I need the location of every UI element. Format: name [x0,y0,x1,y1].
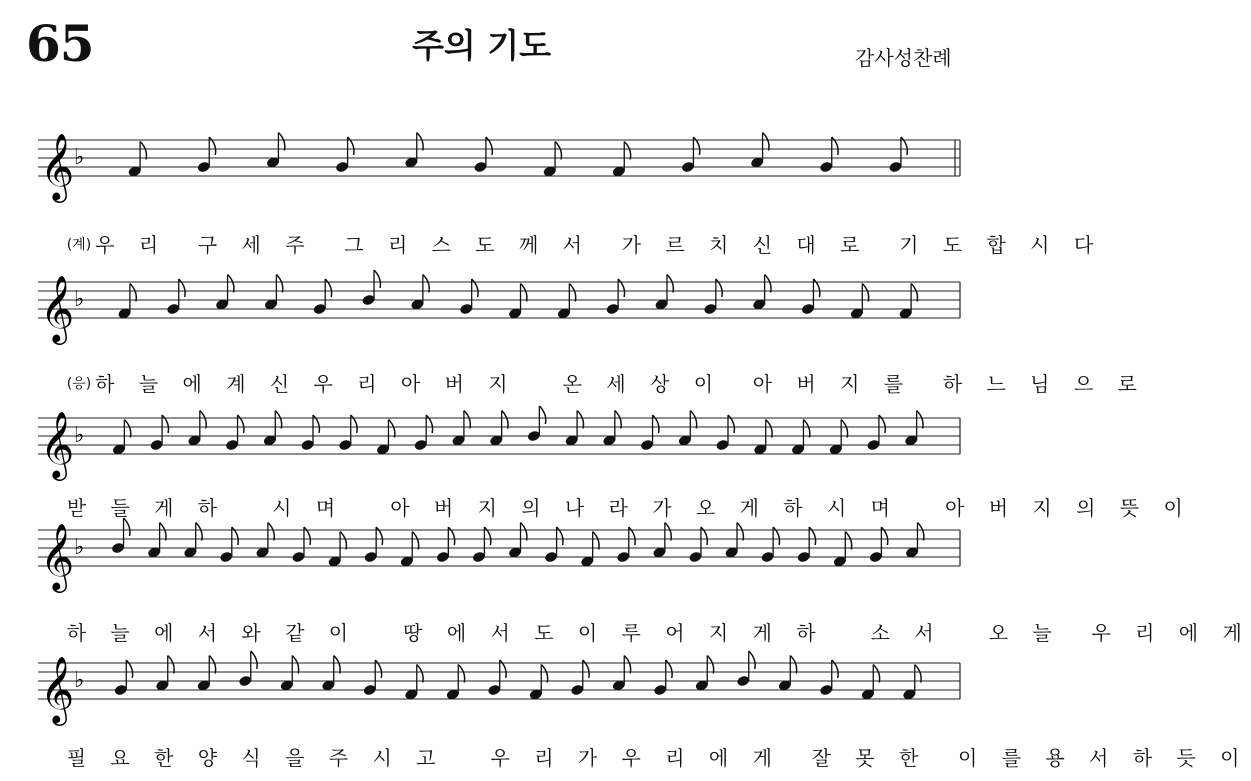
flat-key-signature-icon: ♭ [74,668,85,693]
note-flag [555,142,561,160]
staff-system-5 [0,643,1024,723]
treble-clef-icon: 𝄞 [40,410,75,478]
staff-system-3 [0,398,1024,478]
treble-clef-icon: 𝄞 [40,522,75,590]
note-flag [464,411,470,429]
lyric-text: 하 늘 에 계 신 우 리 아 버 지 온 세 상 이 아 버 지 를 하 느 님 으 로 [95,372,1146,396]
note-flag [276,275,282,293]
note-flag [845,532,851,550]
note-flag [423,275,429,293]
note-flag [417,133,423,151]
hymn-number: 65 [26,14,94,73]
treble-clef-icon: 𝄞 [40,132,75,200]
note-flag [124,420,130,438]
flat-key-signature-icon: ♭ [74,287,85,312]
note-flag [749,651,755,669]
lyric-line-2 [54,344,1146,396]
note-flag [521,523,527,541]
flat-key-signature-icon: ♭ [74,145,85,170]
note-flag [665,523,671,541]
note-flag [140,142,146,160]
note-flag [268,523,274,541]
note-flag [124,518,130,536]
note-flag [624,142,630,160]
lyric-line-1 [54,205,1103,257]
hymn-category: 감사성찬례 [855,46,952,70]
note-flag [841,420,847,438]
note-flag [690,411,696,429]
note-flag [200,411,206,429]
note-flag [593,532,599,550]
lyric-line-3 [54,468,1192,520]
lyric-line-5 [54,718,1249,770]
note-flag [873,665,879,683]
note-flag [577,411,583,429]
note-flag [334,656,340,674]
lyric-text: 받 들 게 하 시 며 아 버 지 의 나 라 가 오 게 하 시 며 아 버 지 의 뜻 이 [66,496,1192,520]
note-flag [292,656,298,674]
note-flag [458,665,464,683]
note-flag [539,406,545,424]
lyric-text: 하 늘 에 서 와 같 이 땅 에 서 도 이 루 어 지 게 하 소 서 오 늘 우 리 에 게 [66,621,1251,645]
note-flag [228,275,234,293]
note-flag [521,284,527,302]
note-flag [803,420,809,438]
note-flag [417,665,423,683]
note-flag [412,532,418,550]
staff-system-4 [0,510,1024,590]
note-flag [388,420,394,438]
note-flag [251,651,257,669]
note-flag [569,284,575,302]
note-flag [340,532,346,550]
note-flag [766,420,772,438]
note-flag [541,665,547,683]
lyric-text: 우 리 구 세 주 그 리 스 도 께 서 가 르 치 신 대 로 기 도 합 시 다 [95,233,1103,257]
note-flag [278,133,284,151]
note-flag [196,523,202,541]
note-flag [130,284,136,302]
hymn-title: 주의 기도 [412,26,552,65]
note-flag [737,523,743,541]
note-flag [502,411,508,429]
note-flag [707,656,713,674]
flat-key-signature-icon: ♭ [74,535,85,560]
note-flag [917,411,923,429]
note-flag [275,411,281,429]
lyric-line-4 [54,593,1251,645]
note-flag [615,411,621,429]
note-flag [624,656,630,674]
note-flag [765,275,771,293]
note-flag [915,665,921,683]
note-flag [374,270,380,288]
note-flag [917,523,923,541]
note-flag [209,656,215,674]
lyric-text: 필 요 한 양 식 을 주 시 고 우 리 가 우 리 에 게 잘 못 한 이 를 용 서 하 듯 이 [66,746,1249,770]
note-flag [160,523,166,541]
staff-system-1 [0,120,1024,200]
note-flag [862,284,868,302]
treble-clef-icon: 𝄞 [40,274,75,342]
note-flag [168,656,174,674]
note-flag [790,656,796,674]
note-flag [667,275,673,293]
cantor-marker: (계) [66,237,92,253]
note-flag [763,133,769,151]
note-flag [911,284,917,302]
flat-key-signature-icon: ♭ [74,423,85,448]
treble-clef-icon: 𝄞 [40,655,75,723]
response-marker: (응) [66,376,92,392]
staff-system-2 [0,262,1024,342]
